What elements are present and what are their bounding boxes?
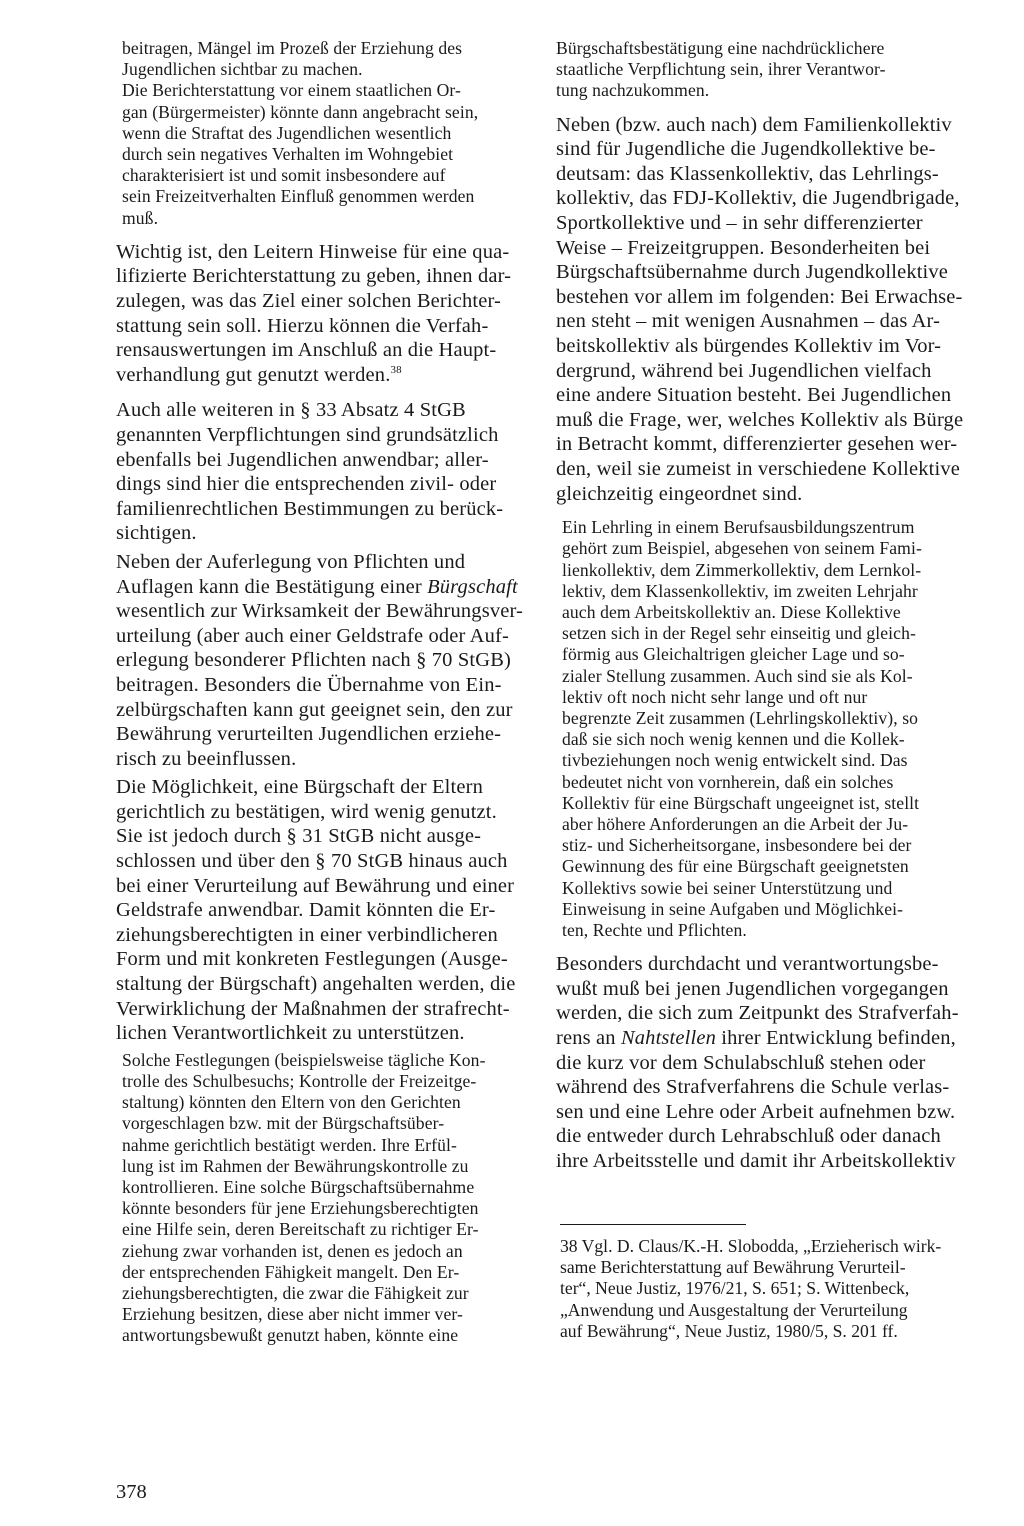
paragraph-4-text-a: Neben der Auferlegung von Pflichten und Auflagen kann die Bestätigung einer — [116, 550, 466, 598]
emphasis-nahtstellen: Nahtstellen — [620, 1026, 716, 1049]
paragraph-4-text-b: wesentlich zur Wirksamkeit der Bewährungsver- urteilung (aber auch einer Geldstrafe oder Auf- erlegung besonderer Pflichten nach § 70 StGB) beitragen. Besonders die Übernahme von Ein- zelbürgschaften kann gut geeignet sein, den zur Bewährung verurteilten Jugendlichen erziehe- risch zu beeinflussen. — [116, 600, 524, 770]
footnote-38: 38 Vgl. D. Claus/K.-H. Slobodda, „Erzieherisch wirk- same Berichterstattung auf Bewährung Verurteil- ter“, Neue Justiz, 1976/21, S. 651; S. Wittenbeck, „Anwendung und Ausgestaltung der Verurteilung auf Bewährung“, Neue Justiz, 1980/5, S. 201 ff. — [560, 1236, 942, 1341]
paragraph-2-text: Wichtig ist, den Leitern Hinweise für eine qua- lifizierte Berichterstattung zu geben, ihnen dar- zulegen, was das Ziel einer solchen Berichter- stattung sein soll. Hierzu können die Verfah- rensauswertungen im Anschluß an die Haupt- verhandlung gut genutzt werden. — [116, 240, 512, 386]
left-column — [116, 38, 540, 1347]
paragraph-small-6: Solche Festlegungen (beispielsweise tägliche Kon- trolle des Schulbesuchs; Kontrolle der Freizeitge- staltung) könnten den Eltern von den Gerichten vorgeschlagen bzw. mit der Bürgschaftsüber- nahme gerichtlich bestätigt werden. Ihre Erfül- lung ist im Rahmen der Bewährungskontrolle zu kontrollieren. Eine solche Bürgschaftsübernahme könnte besonders für jene Erziehungsberechtigten eine Hilfe sein, deren Bereitschaft zu richtiger Er- ziehung zwar vorhanden ist, denen es jedoch an der entsprechenden Fähigkeit mangelt. Den Er- ziehungsberechtigten, die zwar die Fähigkeit zur Erziehung besitzen, diese aber nicht immer ver- antwortungsbewußt genutzt haben, könnte eine — [122, 1049, 486, 1346]
paragraph-4 — [116, 550, 540, 771]
footnote-reference-38: 38 — [390, 363, 402, 376]
emphasis-buergschaft: Bürgschaft — [427, 575, 518, 598]
paragraph-5: Die Möglichkeit, eine Bürgschaft der Eltern gerichtlich zu bestätigen, wird wenig genutzt. Sie ist jedoch durch § 31 StGB nicht ausge- schlossen und über den § 70 StGB hinaus auch bei einer Verurteilung auf Bewährung und einer Geldstrafe anwendbar. Damit könnten die Er- ziehungsberechtigten in einer verbindlicheren Form und mit konkreten Festlegungen (Ausge- staltung der Bürgschaft) angehalten werden, die Verwirklichung der Maßnahmen der strafrecht- lichen Verantwortlichkeit zu unterstützen. — [116, 776, 516, 1045]
paragraph-3: Auch alle weiteren in § 33 Absatz 4 StGB genannten Verpflichtungen sind grundsätzlich ebenfalls bei Jugendlichen anwendbar; aller- dings sind hier die entsprechenden zivil- oder familienrechtlichen Bestimmungen zu berück- sichtigen. — [116, 399, 504, 545]
paragraph-small-1: beitragen, Mängel im Prozeß der Erziehung des Jugendlichen sichtbar zu machen. Die Berichterstattung vor einem staatlichen Or- gan (Bürgermeister) könnte dann angebracht sein, wenn die Straftat des Jugendlichen wesentlich durch sein negatives Verhalten im Wohngebiet charakterisiert ist und somit insbesondere auf sein Freizeitverhalten Einfluß genommen werden muß. — [122, 38, 479, 228]
paragraph-r4-text-b: ihrer Entwicklung befinden, die kurz vor dem Schulabschluß stehen oder während des Strafverfahrens die Schule verlas- sen und eine Lehre oder Arbeit aufnehmen bzw. die entweder durch Lehrabschluß oder danach ihre Arbeitsstelle und damit ihr Arbeitskollektiv — [556, 1026, 956, 1172]
right-column — [556, 38, 992, 1174]
paragraph-r4 — [556, 952, 992, 1173]
paragraph-small-r3: Ein Lehrling in einem Berufsausbildungszentrum gehört zum Beispiel, abgesehen von seinem Fami- lienkollektiv, dem Zimmerkollektiv, dem Lernkol- lektiv, dem Klassenkollektiv, im zweiten Lehrjahr auch dem Arbeitskollektiv an. Diese Kollektive setzen sich in der Regel sehr einseitig und gleich- förmig aus Gleichaltrigen gleicher Lage und so- zialer Stellung zusammen. Auch sind sie als Kol- lektiv oft noch nicht sehr lange und oft nur begrenzte Zeit zusammen (Lehrlingskollektiv), so daß sie sich noch wenig kennen und die Kollek- tivbeziehungen noch wenig entwickelt sind. Das bedeutet nicht von vornherein, daß ein solches Kollektiv für eine Bürgschaft ungeeignet ist, stellt aber höhere Anforderungen an die Arbeit der Ju- stiz- und Sicherheitsorgane, insbesondere bei der Gewinnung des für eine Bürgschaft geeignetsten Kollektivs sowie bei seiner Unterstützung und Einweisung in seine Aufgaben und Möglichkei- ten, Rechte und Pflichten. — [562, 517, 922, 940]
page-number: 378 — [116, 1481, 147, 1503]
paragraph-small-r1: Bürgschaftsbestätigung eine nachdrücklichere staatliche Verpflichtung sein, ihrer Verantwor- tung nachzukommen. — [556, 38, 886, 101]
paragraph-r2: Neben (bzw. auch nach) dem Familienkollektiv sind für Jugendliche die Jugendkollektive be- deutsam: das Klassenkollektiv, das Lehrlings- kollektiv, das FDJ-Kollektiv, die Jugendbrigade, Sportkollektive und – in sehr differenzierter Weise – Freizeitgruppen. Besonderheiten bei Bürgschaftsübernahme durch Jugendkollektive bestehen vor allem im folgenden: Bei Erwachse- nen steht – mit wenigen Ausnahmen – das Ar- beitskollektiv als bürgendes Kollektiv im Vor- dergrund, während bei Jugendlichen vielfach eine andere Situation besteht. Bei Jugendlichen muß die Frage, wer, welches Kollektiv als Bürge in Betracht kommt, differenzierter gesehen wer- den, weil sie zumeist in verschiedene Kollektive gleichzeitig eingeordnet sind. — [556, 113, 964, 505]
footnote-divider — [560, 1224, 746, 1225]
paragraph-r4-text-a: Besonders durchdacht und verantwortungsbe- wußt muß bei jenen Jugendlichen vorgegangen werden, die sich zum Zeitpunkt des Strafverfah- rens an — [556, 953, 959, 1049]
paragraph-2 — [116, 240, 540, 388]
